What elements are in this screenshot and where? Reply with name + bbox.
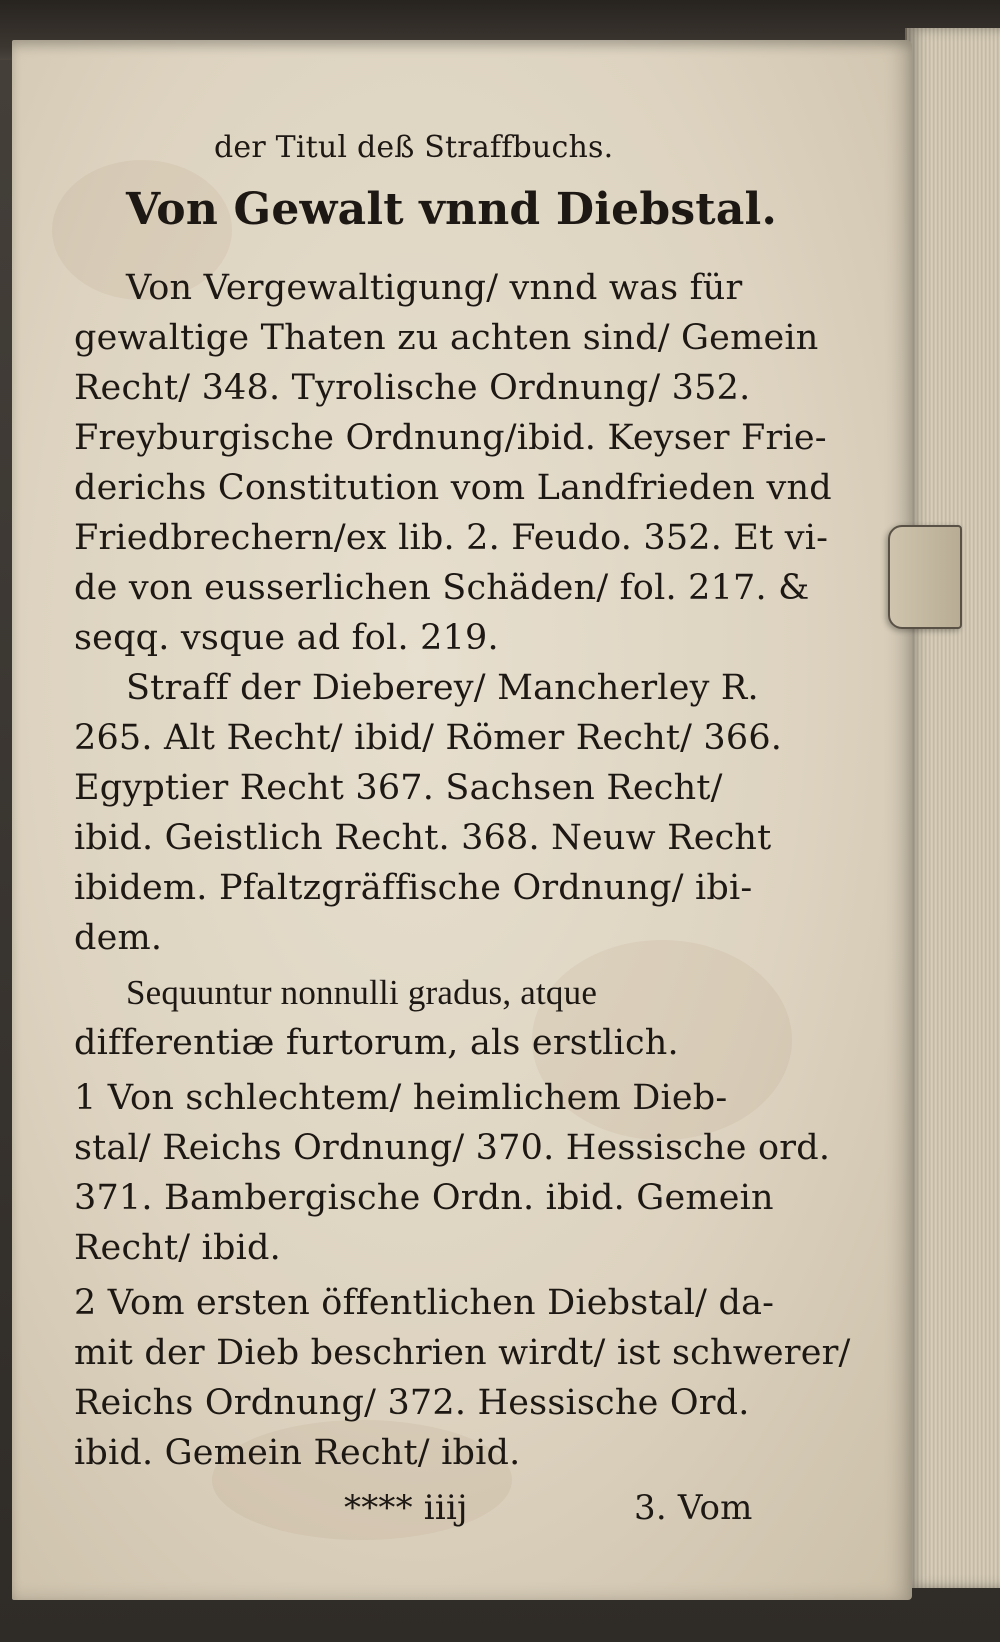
text-line: ibid. Gemein Recht/ ibid. [74, 1433, 521, 1473]
text-line: de von eusserlichen Schäden/ fol. 217. & [74, 568, 810, 608]
text-line: differentiæ furtorum, als erstlich. [74, 1023, 679, 1063]
page-edges [905, 28, 1000, 1588]
text-line: 265. Alt Recht/ ibid/ Römer Recht/ 366. [74, 718, 783, 758]
text-line: ibidem. Pfaltzgräffische Ordnung/ ibi- [74, 868, 753, 908]
text-line: Reichs Ordnung/ 372. Hessische Ord. [74, 1383, 750, 1423]
text-line: Freyburgische Ordnung/ibid. Keyser Frie- [74, 418, 827, 458]
text-line: stal/ Reichs Ordnung/ 370. Hessische ord. [74, 1128, 831, 1168]
book-clasp [888, 525, 962, 629]
text-line: Friedbrechern/ex lib. 2. Feudo. 352. Et vi- [74, 518, 829, 558]
text-line: Recht/ ibid. [74, 1228, 281, 1268]
text-line: 2 Vom ersten öffentlichen Diebstal/ da- [74, 1283, 775, 1323]
text-line: Straff der Dieberey/ Mancherley R. [126, 668, 759, 708]
text-line: 371. Bambergische Ordn. ibid. Gemein [74, 1178, 774, 1218]
catchword: 3. Vom [634, 1488, 753, 1528]
book-page [12, 40, 912, 1600]
text-line: Von Vergewaltigung/ vnnd was für [126, 268, 743, 308]
text-line: ibid. Geistlich Recht. 368. Neuw Recht [74, 818, 772, 858]
running-head: der Titul deß Straffbuchs. [214, 130, 614, 165]
text-line: 1 Von schlechtem/ heimlichem Dieb- [74, 1078, 728, 1118]
text-line: derichs Constitution vom Landfrieden vnd [74, 468, 832, 508]
text-line: gewaltige Thaten zu achten sind/ Gemein [74, 318, 819, 358]
text-line: Recht/ 348. Tyrolische Ordnung/ 352. [74, 368, 751, 408]
text-line: dem. [74, 918, 163, 958]
text-line: Sequuntur nonnulli gradus, atque [126, 973, 598, 1012]
section-heading: Von Gewalt vnnd Diebstal. [126, 184, 777, 235]
text-line: Egyptier Recht 367. Sachsen Recht/ [74, 768, 723, 808]
text-line: seqq. vsque ad fol. 219. [74, 618, 499, 658]
text-line: mit der Dieb beschrien wirdt/ ist schwerer/ [74, 1333, 851, 1373]
signature-mark: **** iiij [344, 1488, 468, 1528]
